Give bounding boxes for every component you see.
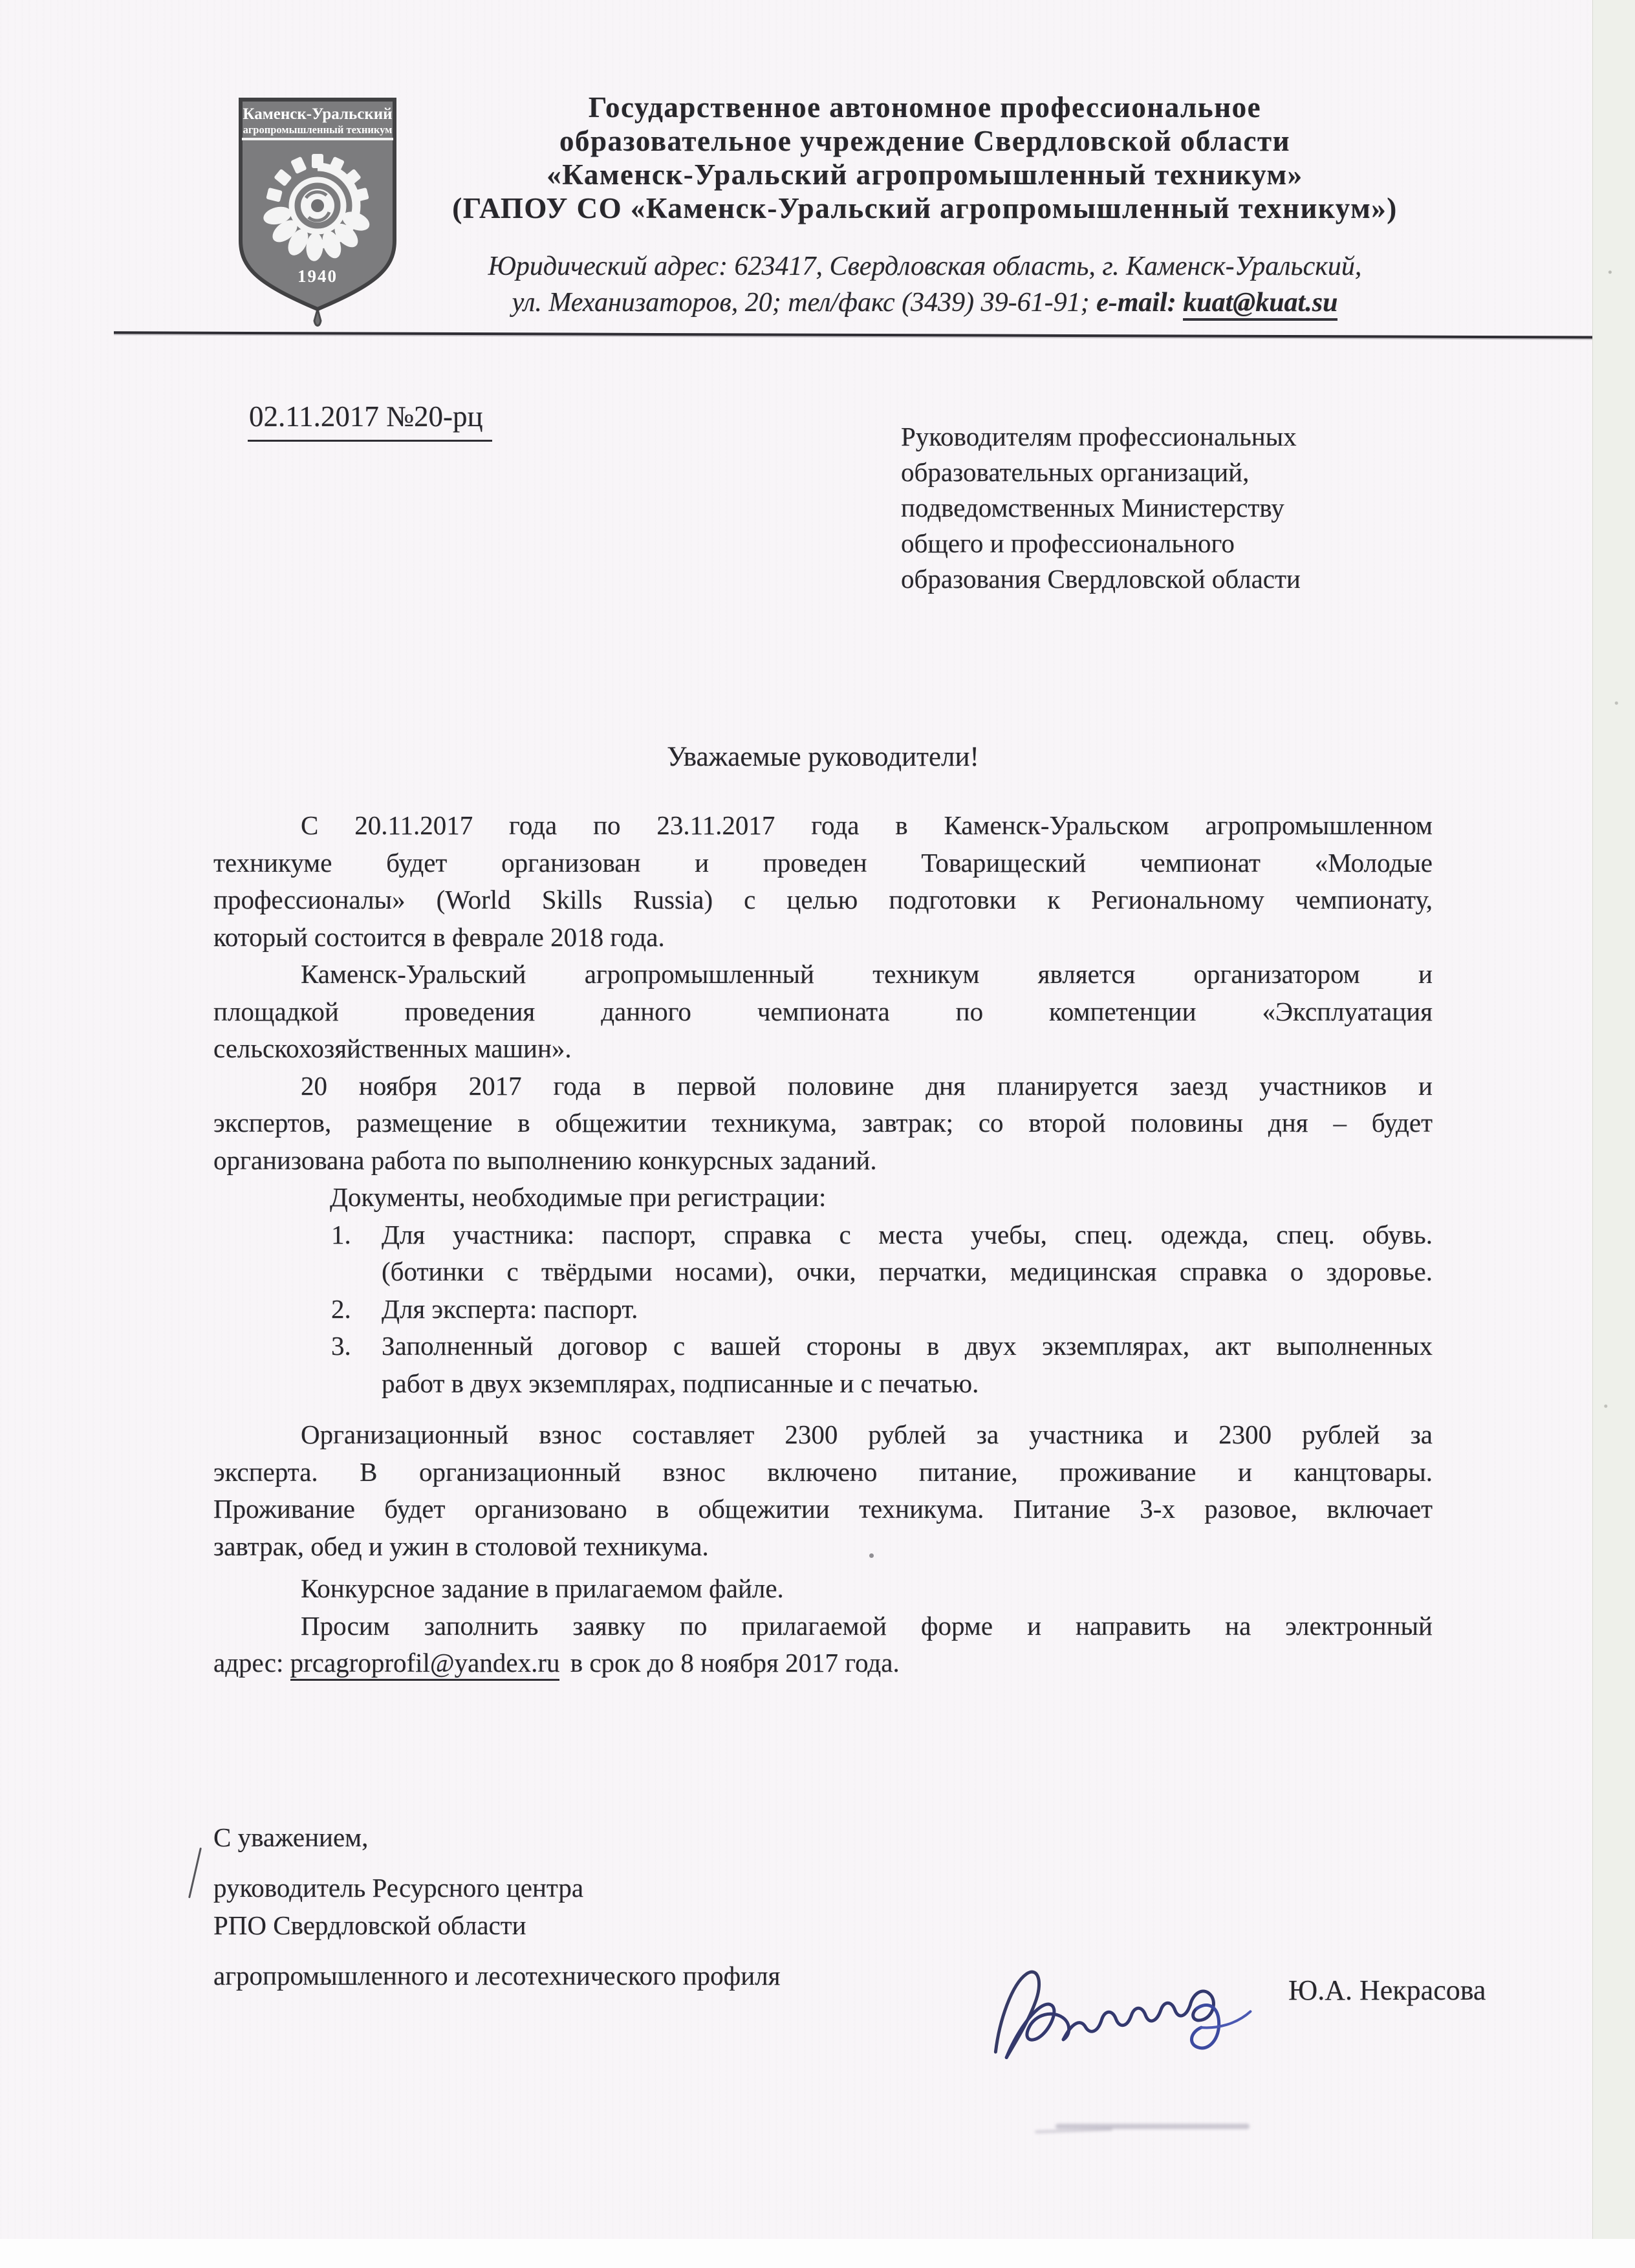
letterhead-divider-rule (114, 331, 1632, 338)
list-item-continuation (213, 1365, 1433, 1403)
letterhead-address (420, 248, 1429, 321)
closing-line: руководитель Ресурсного центра (213, 1873, 584, 1903)
addressee-block (901, 419, 1438, 597)
paragraph-line: площадкой проведения данного чемпионата по компетенции «Эксплуатация (213, 996, 1433, 1026)
letterhead-org-name (420, 91, 1429, 225)
paragraph-line: экспертов, размещение в общежитии техникума, завтрак; со второй половины дня – будет (213, 1108, 1433, 1138)
list-item (213, 1291, 1433, 1328)
list-marker: 2. (331, 1293, 351, 1324)
letter-body (213, 807, 1433, 1682)
signer-name: Ю.А. Некрасова (1288, 1974, 1486, 2006)
paragraph-line: техникуме будет организован и проведен Товарищеский чемпионат «Молодые (213, 847, 1433, 878)
body-email: prcagroprofil@yandex.ru (290, 1648, 560, 1681)
closing-line: С уважением, (213, 1822, 369, 1852)
crest-title-line1: Каменск-Уральский (243, 105, 393, 123)
list-item (213, 1216, 1433, 1254)
paragraph-line: Конкурсное задание в прилагаемом файле. (301, 1573, 784, 1603)
ink-speck (869, 1553, 874, 1558)
paragraph-line (213, 1645, 1433, 1682)
paragraph-line: 20 ноября 2017 года в первой половине дня планируется заезд участников и (301, 1070, 1433, 1101)
address-line (420, 285, 1429, 321)
addressee-line: Руководителям профессиональных (901, 422, 1297, 451)
paragraph-line: С 20.11.2017 года по 23.11.2017 года в Каменск-Уральском агропромышленном (301, 810, 1433, 840)
org-name-line: образовательное учреждение Свердловской области (559, 125, 1291, 157)
request-suffix: в срок до 8 ноября 2017 года. (563, 1648, 900, 1678)
handwritten-signature (975, 1921, 1264, 2093)
paragraph-line: Просим заполнить заявку по прилагаемой форме и направить на электронный (301, 1610, 1433, 1641)
paragraph-line: который состоится в феврале 2018 года. (213, 922, 665, 952)
list-item (213, 1328, 1433, 1365)
closing-line: агропромышленного и лесотехнического профиля (213, 1961, 781, 1991)
technikum-crest-logo (237, 97, 398, 330)
org-name-line: Государственное автономное профессиональное (588, 91, 1262, 124)
list-item-line: работ в двух экземплярах, подписанные и с печатью. (382, 1368, 979, 1398)
addressee-line: подведомственных Министерству (901, 493, 1284, 523)
paragraph-line: завтрак, обед и ужин в столовой техникума. (213, 1531, 709, 1561)
reference-number (248, 400, 492, 442)
list-item-line: (ботинки с твёрдыми носами), очки, перчатки, медицинская справка о здоровье. (382, 1257, 1433, 1286)
paragraph-line: Каменск-Уральский агропромышленный техникум является организатором и (301, 959, 1433, 989)
pencil-smudge (1035, 2128, 1112, 2133)
address-phone: ул. Механизаторов, 20; тел/факс (3439) 39-61-91; (512, 288, 1097, 318)
list-item-line: Заполненный договор с вашей стороны в двух экземплярах, акт выполненных (382, 1331, 1433, 1361)
signature-ink-icon (975, 1921, 1264, 2093)
crest-tail (314, 309, 321, 326)
paragraph-line: сельскохозяйственных машин». (213, 1033, 572, 1063)
paragraph-line: организована работа по выполнению конкурсных заданий. (213, 1145, 877, 1175)
list-marker: 3. (331, 1331, 351, 1361)
paragraph-line: профессионалы» (World Skills Russia) с целью подготовки к Региональному чемпионату, (213, 885, 1433, 914)
list-marker: 1. (331, 1219, 351, 1249)
list-item-continuation (213, 1253, 1433, 1291)
crest-shield-icon (237, 97, 398, 330)
address-line: Юридический адрес: 623417, Свердловская область, г. Каменск-Уральский, (488, 252, 1362, 281)
addressee-line: образования Свердловской области (901, 564, 1301, 594)
crest-separator (242, 138, 393, 140)
list-item-line: Для участника: паспорт, справка с места учебы, спец. одежда, спец. обувь. (382, 1219, 1433, 1249)
closing-block (213, 1819, 781, 1994)
org-name-line: «Каменск-Уральский агропромышленный техникум» (547, 158, 1303, 191)
crest-year: 1940 (298, 266, 338, 286)
salutation: Уважаемые руководители! (667, 742, 979, 772)
addressee-line: общего и профессионального (901, 528, 1235, 558)
scanner-bed-bottom-edge (0, 2239, 1635, 2268)
request-prefix: адрес: (213, 1648, 290, 1678)
closing-line: РПО Свердловской области (213, 1910, 526, 1940)
org-name-line: (ГАПОУ СО «Каменск-Уральский агропромышленный техникум») (452, 192, 1398, 224)
addressee-line: образовательных организаций, (901, 457, 1250, 487)
list-item-line: Для эксперта: паспорт. (382, 1293, 638, 1324)
header-email: kuat@kuat.su (1183, 288, 1337, 321)
reference-number-text: 02.11.2017 №20-рц (248, 400, 492, 442)
paragraph-line: эксперта. В организационный взнос включено питание, проживание и канцтовары. (213, 1456, 1433, 1487)
email-label: e-mail: (1096, 288, 1184, 318)
stray-pen-mark (188, 1848, 202, 1899)
paragraph-line: Организационный взнос составляет 2300 рублей за участника и 2300 рублей за (301, 1420, 1433, 1449)
crest-title-line2: агропромышленный техникум (243, 124, 393, 136)
scanner-bed-right-edge (1592, 0, 1635, 2268)
paragraph-line: Проживание будет организовано в общежитии техникума. Питание 3-х разовое, включает (213, 1494, 1433, 1524)
docs-heading: Документы, необходимые при регистрации: (330, 1182, 827, 1212)
